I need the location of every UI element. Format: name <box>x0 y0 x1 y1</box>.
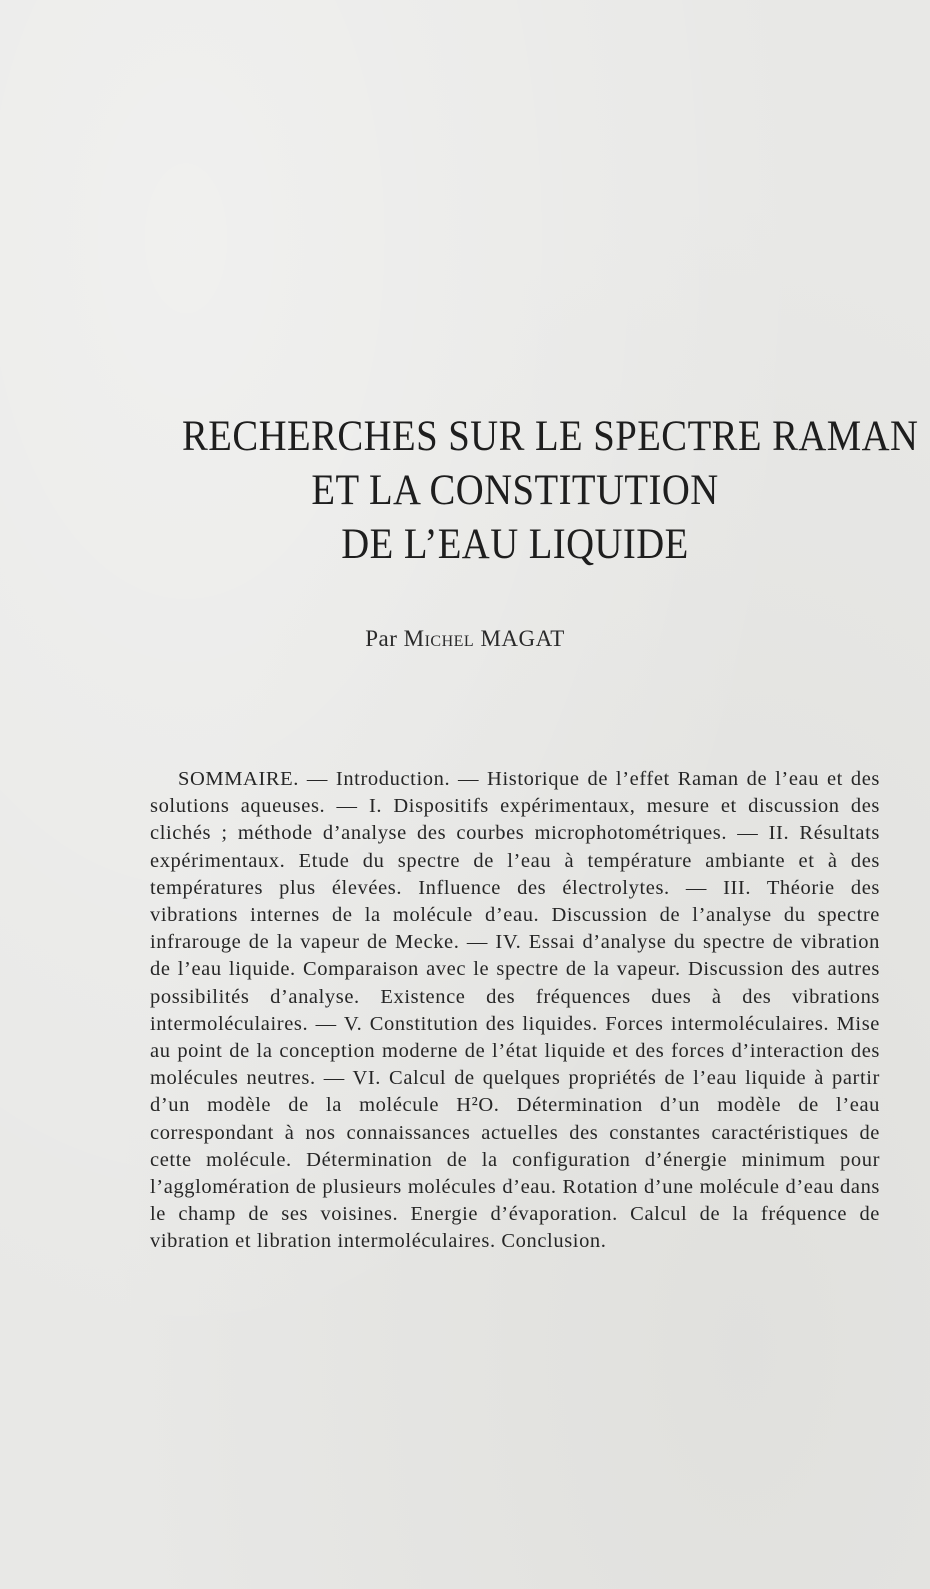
summary-paragraph <box>150 766 880 1256</box>
title-line-3: DE L’EAU LIQUIDE <box>341 521 689 568</box>
author-byline <box>0 626 930 652</box>
author-last-name: MAGAT <box>480 626 565 651</box>
title-line-2: ET LA CONSTITUTION <box>311 467 719 514</box>
byline-prefix: Par <box>365 626 398 651</box>
article-title <box>182 410 919 572</box>
author-first-name: Michel <box>403 626 475 651</box>
title-line-1: RECHERCHES SUR LE SPECTRE RAMAN <box>182 413 919 460</box>
summary-text: — Introduction. — Historique de l’effet Raman de l’eau et des solutions aqueuses. — I. Dispositifs expérimentaux, mesure et discussion des clichés ; méthode d’analyse des courbes microphotométriques. — II. Résultats expérimentaux. Etude du spectre de l’eau à température ambiante et à des températures plus élevées. Influence des électrolytes. — III. Théorie des vibrations internes de la molécule d’eau. Discussion de l’analyse du spectre infrarouge de la vapeur de Mecke. — IV. Essai d’analyse du spectre de vibration de l’eau liquide. Comparaison avec le spectre de la vapeur. Discussion des autres possibilités d’analyse. Existence des fréquences dues à des vibrations intermoléculaires. — V. Constitution des liquides. Forces intermoléculaires. Mise au point de la conception moderne de l’état liquide et des forces d’interaction des molécules neutres. — VI. Calcul de quelques propriétés de l’eau liquide à partir d’un modèle de la molécule H²O. Détermination d’un modèle de l’eau correspondant à nos connaissances actuelles des constantes caractéristiques de cette molécule. Détermination de la configuration d’énergie minimum pour l’agglomération de plusieurs molécules d’eau. Rotation d’une molécule d’eau dans le champ de ses voisines. Energie d’évaporation. Calcul de la fréquence de vibration et libration intermoléculaires. Conclusion. <box>150 768 880 1253</box>
summary-label: SOMMAIRE. <box>178 768 300 790</box>
